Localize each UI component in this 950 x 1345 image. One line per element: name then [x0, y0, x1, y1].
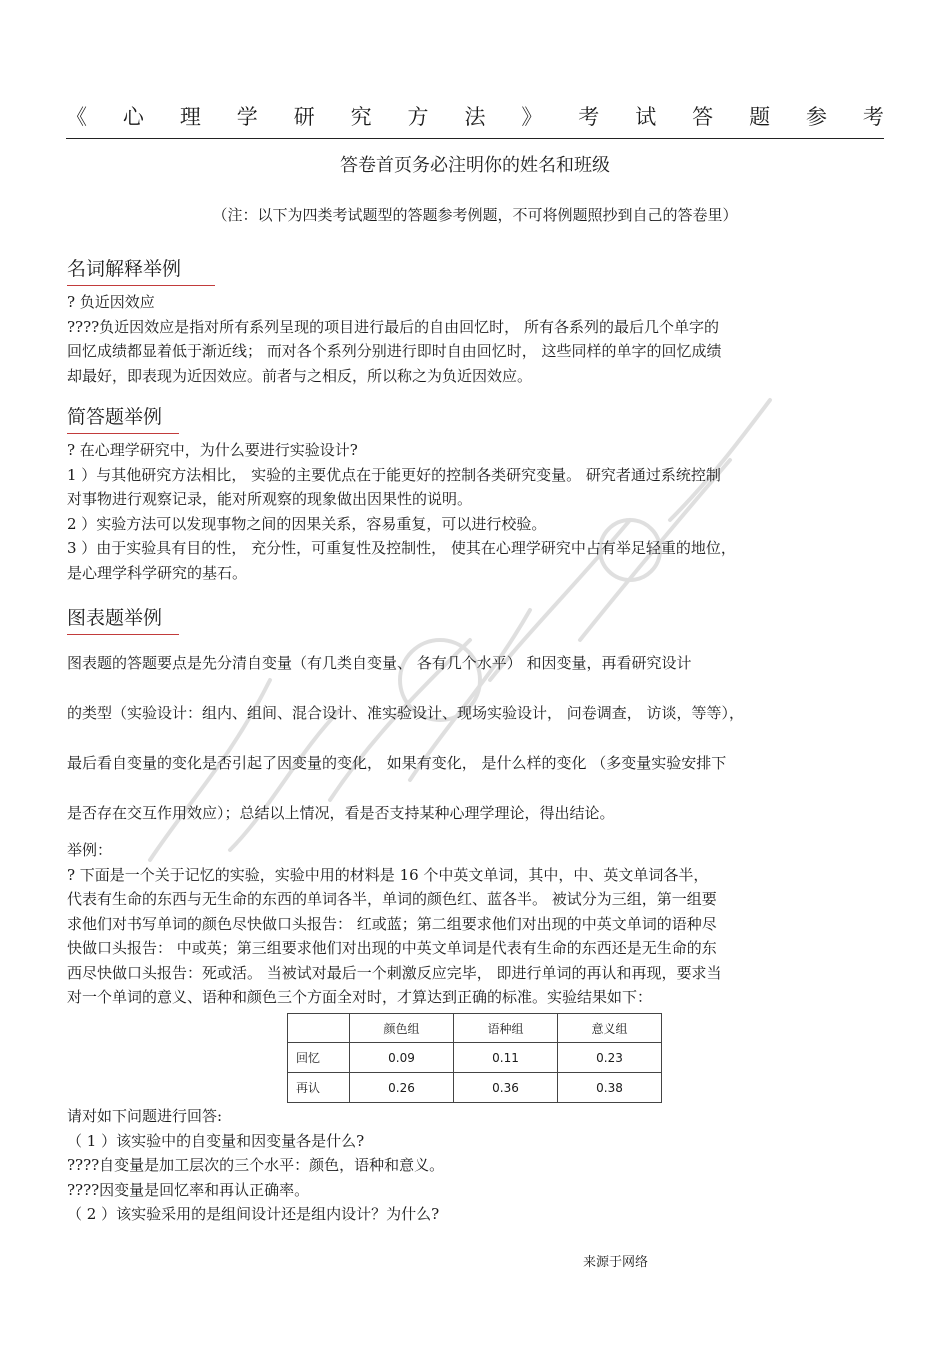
title-char: 方: [407, 105, 429, 129]
table-header-cell: [288, 1014, 350, 1043]
table-row-label: 回忆: [288, 1043, 350, 1073]
table-cell: 0.23: [558, 1043, 662, 1073]
title-char: 理: [179, 105, 201, 129]
table-cell: 0.26: [350, 1073, 454, 1103]
table-header-cell: 颜色组: [350, 1014, 454, 1043]
text-line: 代表有生命的东西与无生命的东西的单词各半，单词的颜色红、蓝各半。 被试分为三组，第一组要: [67, 890, 717, 908]
text-line: （ 2 ）该实验采用的是组间设计还是组内设计？为什么?: [67, 1205, 440, 1223]
text-line: ? 下面是一个关于记忆的实验，实验中用的材料是 16 个中英文单词，其中，中、英文单词各半，: [67, 865, 709, 884]
text-line: 图表题的答题要点是先分清自变量（有几类自变量、 各有几个水平） 和因变量，再看研究设计: [67, 654, 692, 672]
page-subtitle: 答卷首页务必注明你的姓名和班级: [340, 155, 610, 176]
text-line: 1 ）与其他研究方法相比， 实验的主要优点在于能更好的控制各类研究变量。 研究者通过系统控制: [67, 465, 721, 484]
text-line: 求他们对书写单词的颜色尽快做口头报告： 红或蓝；第二组要求他们对出现的中英文单词的语种尽: [67, 914, 717, 933]
text-line: 回忆成绩都显着低于渐近线； 而对各个系列分别进行即时自由回忆时， 这些同样的单字的回忆成绩: [67, 342, 722, 360]
short-answer-body: [67, 438, 882, 585]
text-line: 是否存在交互作用效应）；总结以上情况，看是否支持某种心理学理论，得出结论。: [67, 804, 615, 822]
table-cell: 0.36: [454, 1073, 558, 1103]
title-char: 《: [66, 105, 87, 129]
text-line: ????自变量是加工层次的三个水平：颜色，语种和意义。: [67, 1156, 445, 1174]
text-line: 2 ）实验方法可以发现事物之间的因果关系，容易重复，可以进行校验。: [67, 514, 547, 533]
questions-body: [67, 1104, 882, 1227]
table-cell: 0.11: [454, 1043, 558, 1073]
section-heading-short-answer: 简答题举例: [67, 402, 162, 431]
text-line: 举例：: [67, 841, 113, 859]
title-char: 试: [635, 105, 657, 129]
text-line: ????因变量是回忆率和再认正确率。: [67, 1180, 310, 1199]
text-line: 对事物进行观察记录，能对所观察的现象做出因果性的说明。: [67, 490, 473, 508]
title-char: 参: [805, 105, 827, 129]
table-header-cell: 意义组: [558, 1014, 662, 1043]
table-row: [288, 1043, 662, 1073]
document-title: [66, 98, 884, 134]
title-char: 究: [350, 105, 372, 129]
section-heading-definition: 名词解释举例: [67, 254, 181, 283]
text-line: 是心理学科学研究的基石。: [67, 563, 248, 582]
title-char: 题: [749, 105, 771, 129]
text-line: 快做口头报告： 中或英；第三组要求他们对出现的中英文单词是代表有生命的东西还是无生命的东: [67, 939, 717, 957]
title-char: 法: [464, 105, 486, 129]
table-row: [288, 1073, 662, 1103]
title-char: 考: [578, 105, 600, 129]
table-header-cell: 语种组: [454, 1014, 558, 1043]
section-heading-chart: 图表题举例: [67, 603, 162, 632]
table-cell: 0.38: [558, 1073, 662, 1103]
page-footer: 来源于网络: [583, 1255, 649, 1270]
table-header-row: [288, 1014, 662, 1043]
title-char: 学: [236, 105, 258, 129]
text-line: 的类型（实验设计：组内、组间、混合设计、准实验设计、现场实验设计， 问卷调查， 访谈，等等），: [67, 704, 745, 722]
page-note: （注：以下为四类考试题型的答题参考例题，不可将例题照抄到自己的答卷里）: [212, 206, 738, 224]
text-line: ????负近因效应是指对所有系列呈现的项目进行最后的自由回忆时， 所有各系列的最后几个单字的: [67, 317, 719, 336]
table-cell: 0.09: [350, 1043, 454, 1073]
title-char: 研: [293, 105, 315, 129]
text-line: 却最好，即表现为近因效应。前者与之相反，所以称之为负近因效应。: [67, 366, 533, 385]
title-char: 考: [862, 105, 884, 129]
text-line: ? 负近因效应: [67, 293, 155, 311]
title-char: 答: [692, 105, 714, 129]
example-body: [67, 838, 882, 1010]
text-line: （ 1 ）该实验中的自变量和因变量各是什么?: [67, 1131, 365, 1150]
text-line: 最后看自变量的变化是否引起了因变量的变化， 如果有变化， 是什么样的变化 （多变量实验安排下: [67, 754, 727, 772]
text-line: 请对如下问题进行回答:: [67, 1107, 223, 1125]
text-line: ? 在心理学研究中，为什么要进行实验设计?: [67, 441, 358, 459]
results-table: [287, 1013, 662, 1103]
title-char: 》: [521, 105, 543, 129]
text-line: 对一个单词的意义、语种和颜色三个方面全对时，才算达到正确的标准。实验结果如下：: [67, 988, 653, 1006]
definition-body: [67, 290, 882, 388]
title-divider: [66, 138, 884, 139]
table-row-label: 再认: [288, 1073, 350, 1103]
text-line: 西尽快做口头报告：死或活。 当被试对最后一个刺激反应完毕， 即进行单词的再认和再现，要求当: [67, 963, 722, 982]
title-char: 心: [122, 105, 144, 129]
text-line: 3 ）由于实验具有目的性， 充分性，可重复性及控制性， 使其在心理学研究中占有举足轻重的地位，: [67, 539, 736, 557]
